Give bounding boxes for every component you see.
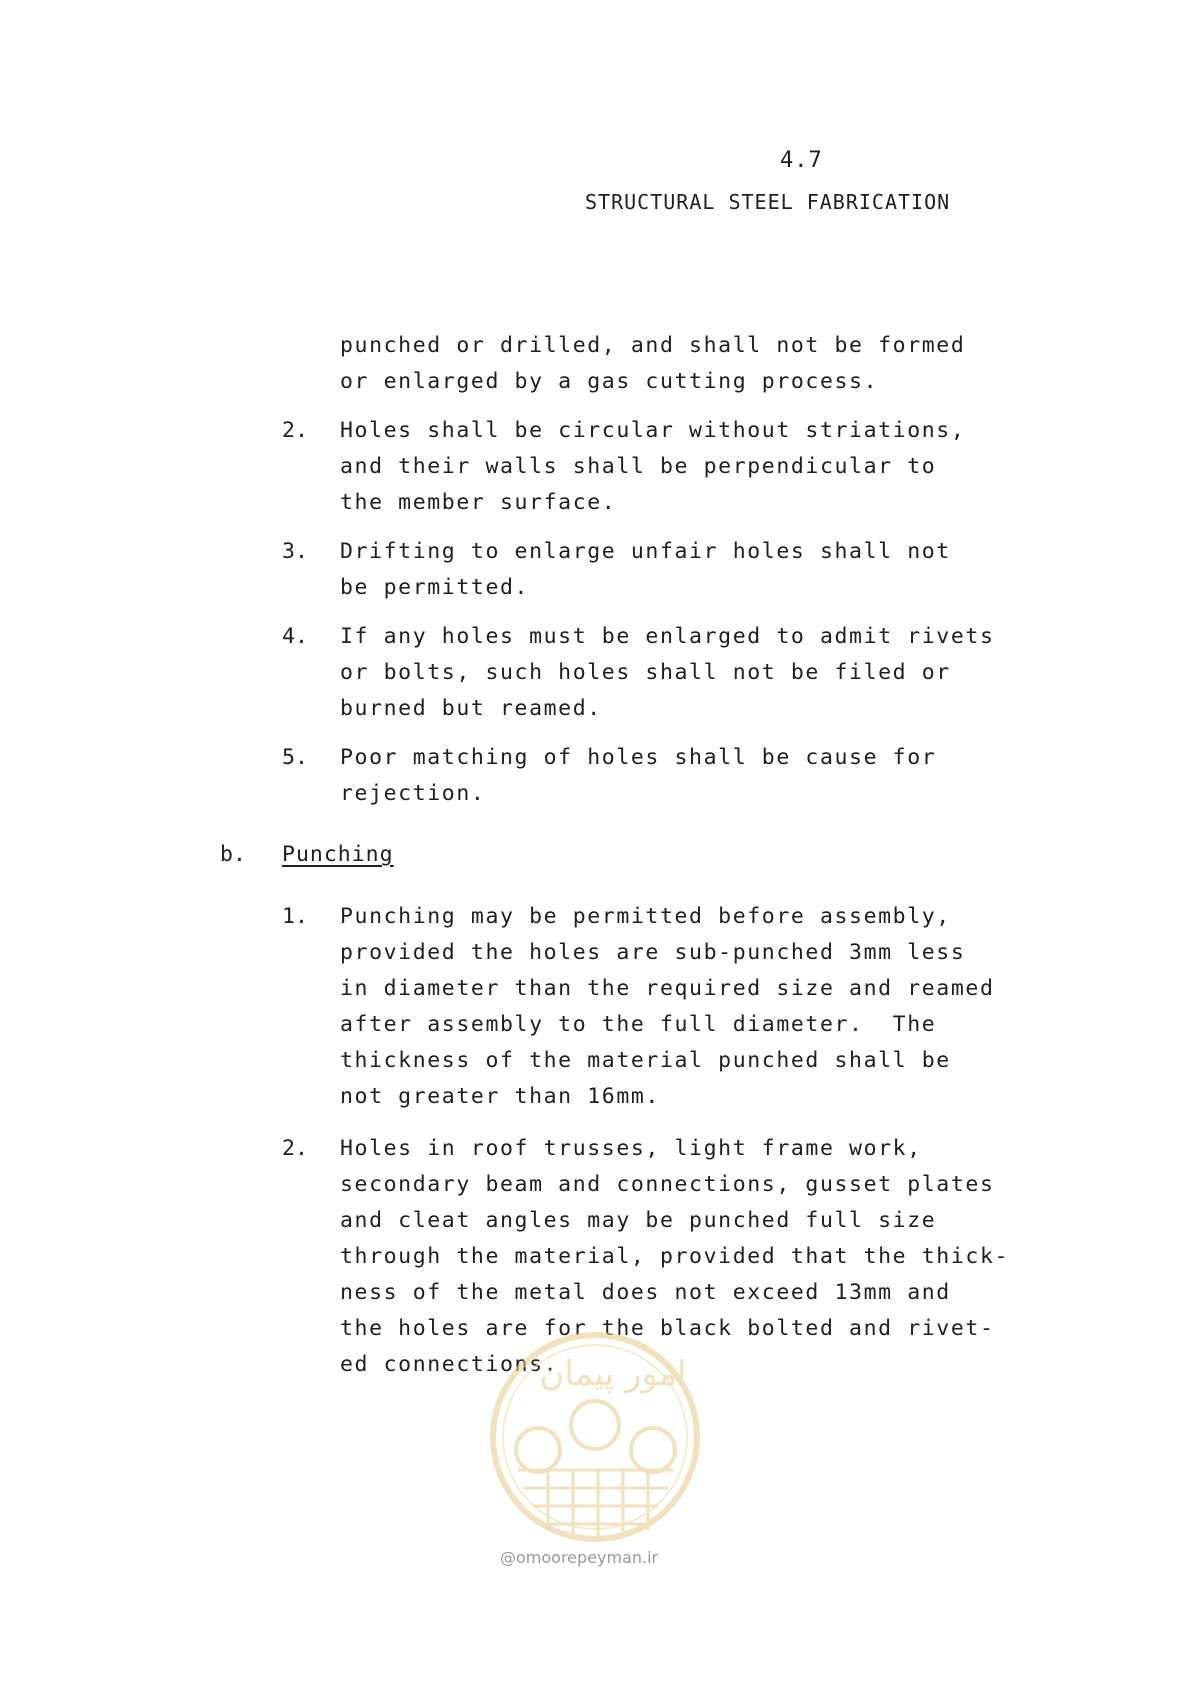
list-item-line: thickness of the material punched shall be (340, 1048, 951, 1073)
list-item-line: Poor matching of holes shall be cause for (340, 745, 937, 770)
watermark-site: @omoorepeyman.ir (500, 1548, 659, 1567)
page-header-title: STRUCTURAL STEEL FABRICATION (585, 190, 951, 214)
list-item-line: ed connections. (340, 1352, 559, 1377)
list-item-line: Drifting to enlarge unfair holes shall not (340, 539, 951, 564)
list-item-line: burned but reamed. (340, 696, 602, 721)
watermark-site-text: omoorepeyman.ir (516, 1548, 659, 1567)
list-item-line: the holes are for the black bolted and rivet- (340, 1316, 995, 1341)
list-item-line: Holes shall be circular without striations, (340, 418, 966, 443)
list-item-line: Punching may be permitted before assembly, (340, 904, 951, 929)
list-item-line: rejection. (340, 781, 486, 806)
list-item-line: through the material, provided that the thick- (340, 1244, 1010, 1269)
continuation-line: or enlarged by a gas cutting process. (340, 369, 879, 394)
list-item-line: provided the holes are sub-punched 3mm less (340, 940, 966, 965)
continuation-line: punched or drilled, and shall not be formed (340, 333, 966, 358)
list-item-number: 2. (282, 418, 308, 443)
list-item-line: Holes in roof trusses, light frame work, (340, 1136, 922, 1161)
watermark-logo (488, 1330, 703, 1545)
list-item-line: ness of the metal does not exceed 13mm and (340, 1280, 951, 1305)
list-item-line: be permitted. (340, 575, 530, 600)
section-letter: b. (220, 842, 246, 867)
watermark-logo-text: امور پیمان (539, 1354, 687, 1394)
list-item-line: If any holes must be enlarged to admit rivets (340, 624, 995, 649)
list-item-line: and their walls shall be perpendicular to (340, 454, 937, 479)
list-item-line: after assembly to the full diameter. The (340, 1012, 937, 1037)
list-item-line: or bolts, such holes shall not be filed or (340, 660, 951, 685)
list-item-number: 4. (282, 624, 308, 649)
list-item-line: not greater than 16mm. (340, 1084, 660, 1109)
section-title: Punching (282, 842, 394, 867)
list-item-line: in diameter than the required size and reamed (340, 976, 995, 1001)
list-item-number: 2. (282, 1136, 308, 1161)
list-item-number: 1. (282, 904, 308, 929)
page-header-number: 4.7 (780, 148, 823, 173)
list-item-number: 5. (282, 745, 308, 770)
list-item-line: and cleat angles may be punched full size (340, 1208, 937, 1233)
list-item-number: 3. (282, 539, 308, 564)
list-item-line: the member surface. (340, 490, 617, 515)
list-item-line: secondary beam and connections, gusset plates (340, 1172, 995, 1197)
